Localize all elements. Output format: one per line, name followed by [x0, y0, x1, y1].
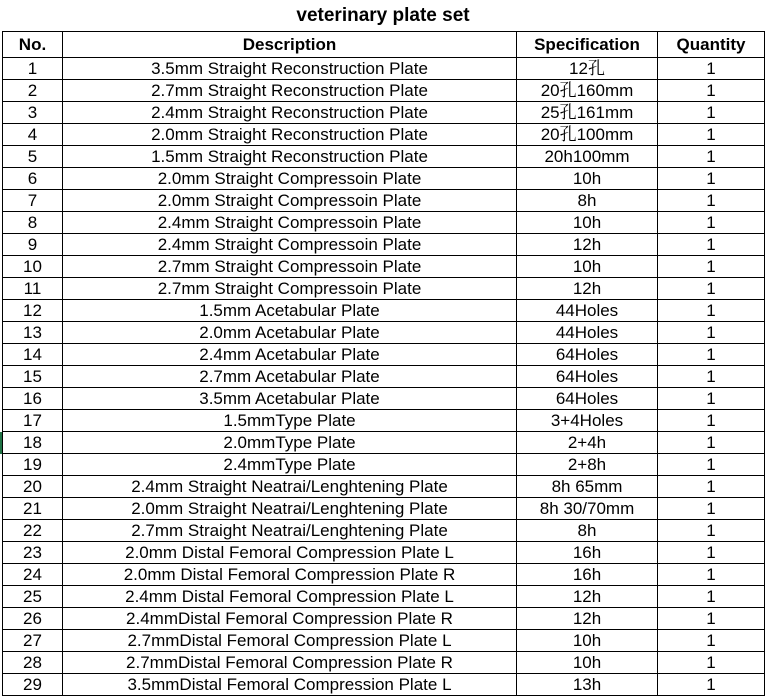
header-no[interactable]: No.: [3, 32, 63, 58]
cell-no[interactable]: 20: [3, 476, 63, 498]
cell-quantity[interactable]: 1: [658, 322, 765, 344]
table-row: [3, 388, 765, 410]
cell-specification[interactable]: 64Holes: [517, 344, 658, 366]
cell-description[interactable]: 2.7mm Straight Reconstruction Plate: [63, 80, 517, 102]
cell-no[interactable]: 18: [3, 432, 63, 454]
cell-no[interactable]: 28: [3, 652, 63, 674]
cell-specification[interactable]: 8h: [517, 520, 658, 542]
cell-specification[interactable]: 12h: [517, 234, 658, 256]
table-row: [3, 168, 765, 190]
cell-specification[interactable]: 44Holes: [517, 322, 658, 344]
cell-specification[interactable]: 44Holes: [517, 300, 658, 322]
table-row: [3, 124, 765, 146]
cell-description[interactable]: 1.5mm Straight Reconstruction Plate: [63, 146, 517, 168]
cell-quantity[interactable]: 1: [658, 278, 765, 300]
cell-specification[interactable]: 20孔160mm: [517, 80, 658, 102]
cell-no[interactable]: 26: [3, 608, 63, 630]
cell-quantity[interactable]: 1: [658, 234, 765, 256]
cell-quantity[interactable]: 1: [658, 586, 765, 608]
cell-quantity[interactable]: 1: [658, 212, 765, 234]
table-row: [3, 520, 765, 542]
cell-description[interactable]: 2.4mm Straight Compressoin Plate: [63, 212, 517, 234]
cell-no[interactable]: 5: [3, 146, 63, 168]
table-row: [3, 586, 765, 608]
table-row: [3, 344, 765, 366]
cell-no[interactable]: 8: [3, 212, 63, 234]
cell-quantity[interactable]: 1: [658, 168, 765, 190]
table-row: [3, 58, 765, 80]
table-row: [3, 102, 765, 124]
cell-description[interactable]: 3.5mm Straight Reconstruction Plate: [63, 58, 517, 80]
cell-quantity[interactable]: 1: [658, 674, 765, 696]
cell-specification[interactable]: 10h: [517, 652, 658, 674]
cell-no[interactable]: 21: [3, 498, 63, 520]
table-row: [3, 212, 765, 234]
cell-quantity[interactable]: 1: [658, 410, 765, 432]
cell-no[interactable]: 11: [3, 278, 63, 300]
cell-no[interactable]: 12: [3, 300, 63, 322]
cell-description[interactable]: 2.0mmType Plate: [63, 432, 517, 454]
cell-specification[interactable]: 10h: [517, 256, 658, 278]
cell-description[interactable]: 2.0mm Straight Neatrai/Lenghtening Plate: [63, 498, 517, 520]
cell-no[interactable]: 27: [3, 630, 63, 652]
table-row: [3, 630, 765, 652]
table-row: [3, 432, 765, 454]
cell-description[interactable]: 2.0mm Distal Femoral Compression Plate R: [63, 564, 517, 586]
cell-specification[interactable]: 20孔100mm: [517, 124, 658, 146]
cell-no[interactable]: 13: [3, 322, 63, 344]
cell-description[interactable]: 2.4mm Straight Compressoin Plate: [63, 234, 517, 256]
cell-description[interactable]: 2.7mmDistal Femoral Compression Plate R: [63, 652, 517, 674]
cell-description[interactable]: 2.4mm Acetabular Plate: [63, 344, 517, 366]
cell-description[interactable]: 2.0mm Straight Reconstruction Plate: [63, 124, 517, 146]
cell-description[interactable]: 2.7mm Straight Neatrai/Lenghtening Plate: [63, 520, 517, 542]
cell-description[interactable]: 2.0mm Distal Femoral Compression Plate L: [63, 542, 517, 564]
cell-specification[interactable]: 10h: [517, 630, 658, 652]
cell-quantity[interactable]: 1: [658, 454, 765, 476]
cell-no[interactable]: 6: [3, 168, 63, 190]
cell-quantity[interactable]: 1: [658, 432, 765, 454]
table-row: [3, 564, 765, 586]
cell-quantity[interactable]: 1: [658, 146, 765, 168]
cell-specification[interactable]: 64Holes: [517, 366, 658, 388]
cell-specification[interactable]: 10h: [517, 168, 658, 190]
cell-description[interactable]: 2.0mm Acetabular Plate: [63, 322, 517, 344]
table-row: [3, 146, 765, 168]
table-row: [3, 256, 765, 278]
cell-specification[interactable]: 12h: [517, 586, 658, 608]
table-row: [3, 674, 765, 696]
cell-specification[interactable]: 2+4h: [517, 432, 658, 454]
cell-quantity[interactable]: 1: [658, 498, 765, 520]
cell-no[interactable]: 24: [3, 564, 63, 586]
cell-description[interactable]: 3.5mm Acetabular Plate: [63, 388, 517, 410]
table-row: [3, 454, 765, 476]
cell-description[interactable]: 2.7mm Straight Compressoin Plate: [63, 278, 517, 300]
cell-quantity[interactable]: 1: [658, 300, 765, 322]
cell-description[interactable]: 2.7mm Straight Compressoin Plate: [63, 256, 517, 278]
cell-specification[interactable]: 13h: [517, 674, 658, 696]
cell-specification[interactable]: 2+8h: [517, 454, 658, 476]
table-row: [3, 542, 765, 564]
active-row-indicator: [0, 432, 2, 454]
cell-no[interactable]: 9: [3, 234, 63, 256]
cell-specification[interactable]: 8h: [517, 190, 658, 212]
cell-quantity[interactable]: 1: [658, 58, 765, 80]
cell-specification[interactable]: 16h: [517, 564, 658, 586]
cell-quantity[interactable]: 1: [658, 652, 765, 674]
cell-quantity[interactable]: 1: [658, 564, 765, 586]
cell-quantity[interactable]: 1: [658, 80, 765, 102]
cell-description[interactable]: 1.5mm Acetabular Plate: [63, 300, 517, 322]
cell-description[interactable]: 2.7mmDistal Femoral Compression Plate L: [63, 630, 517, 652]
table-row: [3, 190, 765, 212]
cell-specification[interactable]: 12孔: [517, 58, 658, 80]
table-row: [3, 322, 765, 344]
table-row: [3, 652, 765, 674]
header-row: [3, 32, 765, 58]
cell-description[interactable]: 2.0mm Straight Compressoin Plate: [63, 190, 517, 212]
cell-description[interactable]: 2.7mm Acetabular Plate: [63, 366, 517, 388]
cell-no[interactable]: 2: [3, 80, 63, 102]
plate-set-table: [2, 31, 765, 696]
cell-no[interactable]: 4: [3, 124, 63, 146]
cell-specification[interactable]: 12h: [517, 608, 658, 630]
cell-description[interactable]: 3.5mmDistal Femoral Compression Plate L: [63, 674, 517, 696]
table-row: [3, 498, 765, 520]
table-row: [3, 278, 765, 300]
cell-no[interactable]: 10: [3, 256, 63, 278]
cell-quantity[interactable]: 1: [658, 520, 765, 542]
cell-quantity[interactable]: 1: [658, 388, 765, 410]
cell-no[interactable]: 15: [3, 366, 63, 388]
cell-quantity[interactable]: 1: [658, 102, 765, 124]
cell-specification[interactable]: 25孔161mm: [517, 102, 658, 124]
cell-quantity[interactable]: 1: [658, 366, 765, 388]
header-quantity[interactable]: Quantity: [658, 32, 765, 58]
table-row: [3, 366, 765, 388]
cell-quantity[interactable]: 1: [658, 256, 765, 278]
cell-specification[interactable]: 16h: [517, 542, 658, 564]
header-description[interactable]: Description: [63, 32, 517, 58]
cell-specification[interactable]: 20h100mm: [517, 146, 658, 168]
cell-no[interactable]: 23: [3, 542, 63, 564]
cell-no[interactable]: 25: [3, 586, 63, 608]
cell-quantity[interactable]: 1: [658, 630, 765, 652]
cell-no[interactable]: 3: [3, 102, 63, 124]
cell-no[interactable]: 1: [3, 58, 63, 80]
cell-specification[interactable]: 8h 65mm: [517, 476, 658, 498]
cell-specification[interactable]: 8h 30/70mm: [517, 498, 658, 520]
cell-no[interactable]: 17: [3, 410, 63, 432]
cell-quantity[interactable]: 1: [658, 124, 765, 146]
cell-specification[interactable]: 10h: [517, 212, 658, 234]
cell-description[interactable]: 1.5mmType Plate: [63, 410, 517, 432]
table-row: [3, 80, 765, 102]
cell-no[interactable]: 7: [3, 190, 63, 212]
cell-description[interactable]: 2.4mmType Plate: [63, 454, 517, 476]
table-row: [3, 476, 765, 498]
cell-no[interactable]: 16: [3, 388, 63, 410]
table-row: [3, 410, 765, 432]
cell-quantity[interactable]: 1: [658, 608, 765, 630]
cell-specification[interactable]: 3+4Holes: [517, 410, 658, 432]
table-row: [3, 300, 765, 322]
sheet-title[interactable]: veterinary plate set: [296, 5, 470, 26]
cell-description[interactable]: 2.4mm Distal Femoral Compression Plate L: [63, 586, 517, 608]
cell-quantity[interactable]: 1: [658, 542, 765, 564]
cell-specification[interactable]: 12h: [517, 278, 658, 300]
cell-quantity[interactable]: 1: [658, 344, 765, 366]
cell-no[interactable]: 22: [3, 520, 63, 542]
table-body: [3, 58, 765, 696]
cell-no[interactable]: 14: [3, 344, 63, 366]
cell-no[interactable]: 29: [3, 674, 63, 696]
cell-description[interactable]: 2.0mm Straight Compressoin Plate: [63, 168, 517, 190]
cell-quantity[interactable]: 1: [658, 190, 765, 212]
header-specification[interactable]: Specification: [517, 32, 658, 58]
cell-quantity[interactable]: 1: [658, 476, 765, 498]
cell-description[interactable]: 2.4mmDistal Femoral Compression Plate R: [63, 608, 517, 630]
cell-description[interactable]: 2.4mm Straight Neatrai/Lenghtening Plate: [63, 476, 517, 498]
cell-description[interactable]: 2.4mm Straight Reconstruction Plate: [63, 102, 517, 124]
table-row: [3, 234, 765, 256]
cell-no[interactable]: 19: [3, 454, 63, 476]
table-row: [3, 608, 765, 630]
cell-specification[interactable]: 64Holes: [517, 388, 658, 410]
